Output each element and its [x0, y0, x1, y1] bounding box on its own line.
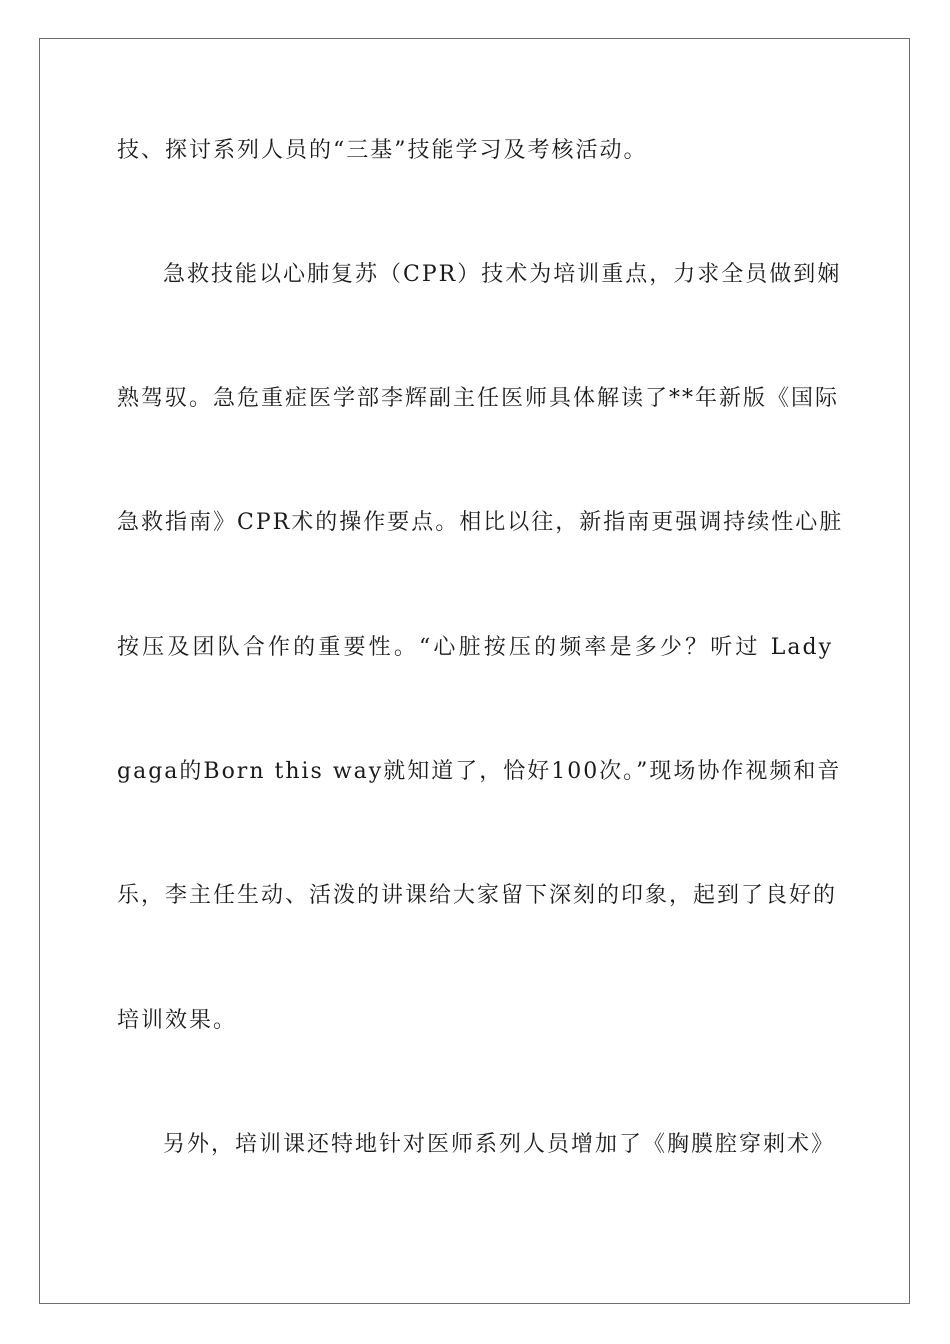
text-line-5: 按压及团队合作的重要性。“心脏按压的频率是多少？听过 Lady — [117, 635, 833, 660]
text-line-6: gaga的Born this way就知道了，恰好100次。”现场协作视频和音 — [117, 759, 842, 784]
text-line-4: 急救指南》CPR术的操作要点。相比以往，新指南更强调持续性心脏 — [117, 510, 844, 535]
text-line-2: 急救技能以心肺复苏（CPR）技术为培训重点，力求全员做到娴 — [163, 262, 842, 287]
text-line-9: 另外，培训课还特地针对医师系列人员增加了《胸膜腔穿刺术》 — [163, 1132, 836, 1157]
text-line-7: 乐，李主任生动、活泼的讲课给大家留下深刻的印象，起到了良好的 — [117, 883, 838, 908]
text-line-3: 熟驾驭。急危重症医学部李辉副主任医师具体解读了**年新版《国际 — [117, 386, 840, 411]
text-line-8: 培训效果。 — [117, 1008, 238, 1033]
page-border — [39, 38, 910, 1304]
text-line-1: 技、探讨系列人员的“三基”技能学习及考核活动。 — [117, 138, 648, 163]
